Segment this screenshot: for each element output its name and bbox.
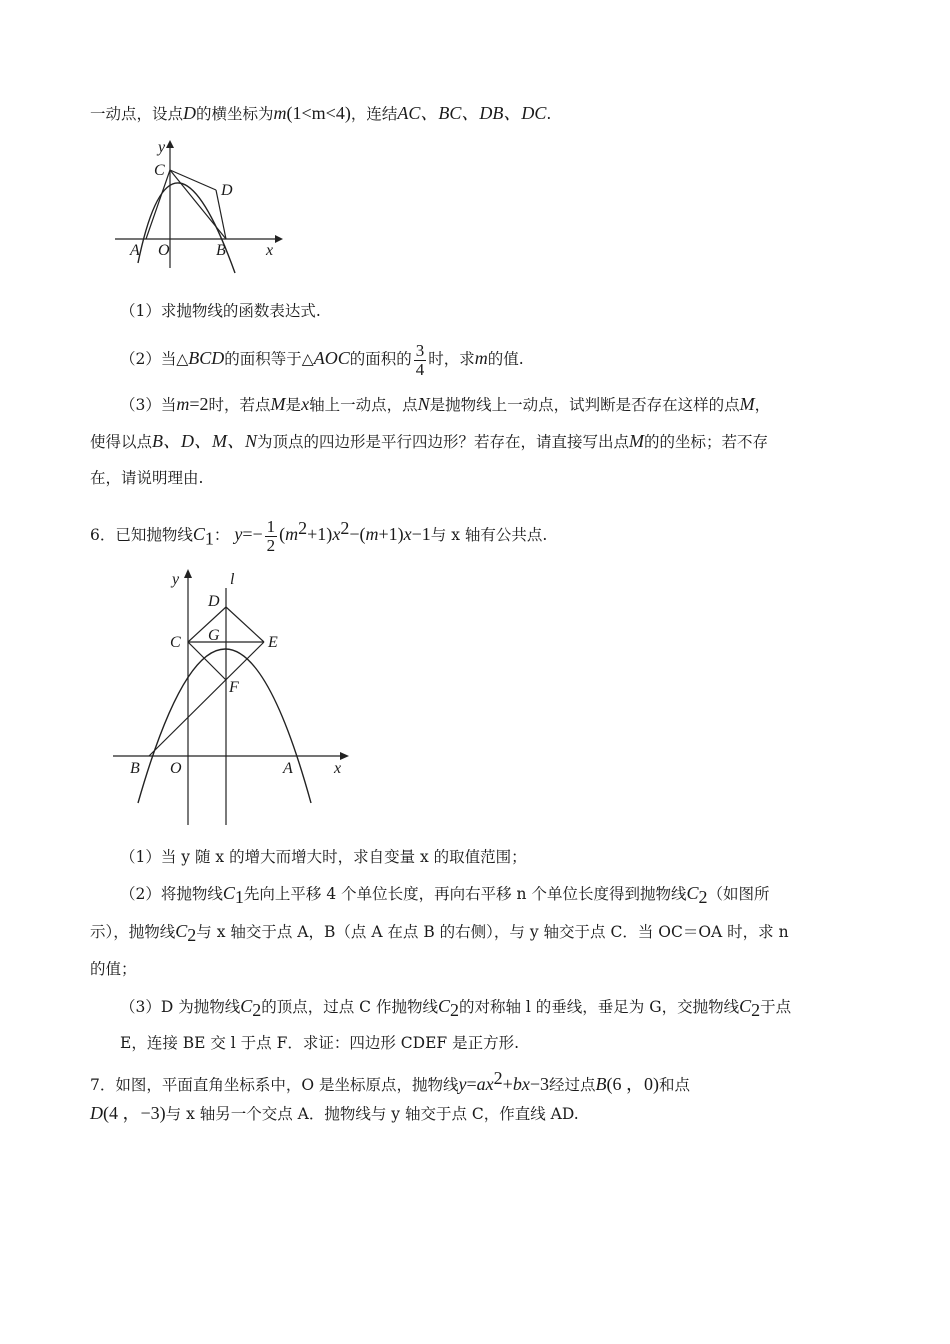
subscript: 2 xyxy=(252,1000,262,1021)
label-g: G xyxy=(208,627,220,644)
figure-1-parabola xyxy=(110,138,290,278)
var-m: m xyxy=(365,524,379,545)
equation-part: =− xyxy=(242,524,263,545)
eq-2: =2 xyxy=(189,394,209,414)
fraction-1-2 xyxy=(265,518,278,555)
label-d: D xyxy=(208,593,220,610)
equation-part: + xyxy=(502,1074,513,1095)
curve-c: C xyxy=(437,996,450,1016)
q6-text: 先向上平移 4 个单位长度，再向右平移 n 个单位长度得到抛物线 xyxy=(243,885,687,903)
q7-text: 与 x 轴另一个交点 A．抛物线与 y 轴交于点 C，作直线 AD. xyxy=(165,1105,579,1123)
var-y: y xyxy=(458,1074,467,1095)
q5-part1-text: （1）求抛物线的函数表达式. xyxy=(120,302,321,320)
q5-text: 使得以点 xyxy=(90,433,153,451)
q6-heading xyxy=(90,508,547,558)
q7-text: 7．如图，平面直角坐标系中，O 是坐标原点，抛物线 xyxy=(90,1076,459,1095)
label-c: C xyxy=(154,162,165,179)
curve-c: C xyxy=(739,996,752,1016)
frac-num: 1 xyxy=(266,516,276,536)
equation-part: = xyxy=(466,1074,477,1095)
x-axis-arrow xyxy=(340,752,349,760)
q5-text: 在，请说明理由. xyxy=(90,469,204,487)
q6-part1 xyxy=(120,846,527,868)
curve-c: C xyxy=(686,883,699,903)
subscript: 1 xyxy=(234,887,244,908)
q5-text: 轴上一动点，点 xyxy=(309,396,418,414)
q6-part3-line1 xyxy=(120,995,791,1021)
q6-part2-line3 xyxy=(90,958,137,980)
q6-text: 的顶点，过点 C 作抛物线 xyxy=(261,998,438,1016)
q5-text: 为顶点的四边形是平行四边形？若存在，请直接写出点 xyxy=(257,433,630,451)
q6-text: 示），抛物线 xyxy=(90,923,176,941)
point-b-coords: (6 ，0) xyxy=(606,1074,659,1095)
point-d: D xyxy=(90,1103,103,1123)
label-x: x xyxy=(266,242,274,259)
var-m: m xyxy=(474,348,488,368)
var-m: m xyxy=(273,103,287,123)
q5-text: 时，求 xyxy=(428,350,475,368)
intro-end: . xyxy=(546,105,552,123)
equation-part: −3 xyxy=(529,1074,549,1095)
q5-text: 是抛物线上一动点，试判断是否存在这样的点 xyxy=(429,396,740,414)
label-o: O xyxy=(170,760,182,777)
q7-text: 和点 xyxy=(658,1076,690,1095)
range-m: (1<m<4) xyxy=(286,103,351,123)
curve-c: C xyxy=(192,524,205,545)
frac-den: 2 xyxy=(266,535,276,555)
label-a: A xyxy=(130,242,140,259)
q5-text: 的面积等于△ xyxy=(224,350,314,368)
q6-text: （如图所 xyxy=(707,885,770,903)
q6-text: 的值； xyxy=(90,960,137,978)
equation-part: ( xyxy=(279,524,286,545)
q6-part2-line2 xyxy=(90,920,789,946)
intro-text: 一动点，设点 xyxy=(90,105,184,123)
label-o: O xyxy=(158,242,170,259)
var-x: x xyxy=(403,524,412,545)
point-d-coords: (4 ，−3) xyxy=(103,1103,166,1123)
q6-text: E，连接 BE 交 l 于点 F．求证：四边形 CDEF 是正方形. xyxy=(120,1034,520,1052)
var-m: m xyxy=(176,394,190,414)
parabola-c2 xyxy=(138,649,311,803)
figure-2-parabola xyxy=(108,560,368,830)
q5-text: 是 xyxy=(285,396,302,414)
q5-text: （2）当△ xyxy=(120,350,189,368)
q7-line1 xyxy=(90,1067,690,1096)
var-a: a xyxy=(476,1074,486,1095)
intro-line xyxy=(90,102,551,125)
superscript: 2 xyxy=(340,518,350,538)
point-m: M xyxy=(739,394,755,414)
point-n: N xyxy=(417,394,430,414)
point-m: M xyxy=(629,431,645,451)
fraction-3-4 xyxy=(414,342,427,379)
q6-text: 6．已知抛物线 xyxy=(90,526,193,545)
segment-cb xyxy=(170,170,226,239)
q5-part3-line3 xyxy=(90,467,203,489)
label-c: C xyxy=(170,634,181,651)
label-b: B xyxy=(216,242,226,259)
q6-text: 的对称轴 l 的垂线，垂足为 G，交抛物线 xyxy=(458,998,740,1016)
var-bx: bx xyxy=(512,1074,530,1095)
q5-text: 时，若点 xyxy=(208,396,271,414)
segment-cf xyxy=(188,642,226,680)
y-axis-arrow xyxy=(184,569,192,578)
q6-part1-text: （1）当 y 随 x 的增大而增大时，求自变量 x 的取值范围； xyxy=(120,848,527,866)
segment-ca xyxy=(146,170,170,239)
frac-num: 3 xyxy=(415,340,425,360)
q5-part2 xyxy=(120,340,524,379)
triangle-bcd: BCD xyxy=(188,348,225,368)
subscript: 1 xyxy=(204,528,214,549)
q6-part3-line2 xyxy=(120,1032,519,1054)
var-x: x xyxy=(332,524,341,545)
q7-line2 xyxy=(90,1102,579,1125)
label-d: D xyxy=(221,182,233,199)
var-m: m xyxy=(285,524,299,545)
equation-part: −1 xyxy=(411,524,431,545)
triangle-aoc: AOC xyxy=(313,348,350,368)
q6-text: 与 x 轴交于点 A，B（点 A 在点 B 的右侧），与 y 轴交于点 C．当 OC＝OA 时，求 n xyxy=(196,923,789,941)
label-y: y xyxy=(172,571,180,588)
q6-text: 于点 xyxy=(760,998,792,1016)
q5-text: ， xyxy=(754,396,771,414)
y-axis-arrow xyxy=(166,140,174,148)
q6-text: 与 x 轴有公共点. xyxy=(430,526,548,545)
point-b: B xyxy=(595,1074,607,1095)
frac-den: 4 xyxy=(415,359,425,379)
intro-text: ，连结 xyxy=(350,105,398,123)
subscript: 2 xyxy=(698,887,708,908)
q6-text: （3）D 为抛物线 xyxy=(120,998,241,1016)
point-m: M xyxy=(270,394,286,414)
subscript: 2 xyxy=(751,1000,761,1021)
q5-text: 的值. xyxy=(487,350,524,368)
q5-text: 的面积的 xyxy=(349,350,412,368)
label-b: B xyxy=(130,760,140,777)
equation-part: +1) xyxy=(307,524,333,545)
q5-part3-line2 xyxy=(90,430,768,453)
segment-list: AC、BC、DB、DC xyxy=(397,103,547,123)
superscript: 2 xyxy=(298,518,308,538)
point-d-label: D xyxy=(183,103,197,123)
q6-text: ： xyxy=(213,526,230,545)
segment-be xyxy=(149,642,264,756)
curve-c: C xyxy=(240,996,253,1016)
q5-part1 xyxy=(120,300,321,322)
q5-text: （3）当 xyxy=(120,396,177,414)
curve-c: C xyxy=(175,921,188,941)
q5-text: 的的坐标；若不存 xyxy=(644,433,769,451)
equation-part: +1) xyxy=(378,524,404,545)
subscript: 2 xyxy=(187,925,197,946)
curve-c: C xyxy=(222,883,235,903)
points-bdmn: B、D、M、N xyxy=(152,431,258,451)
x-axis-arrow xyxy=(275,235,283,243)
label-x: x xyxy=(334,760,342,777)
equation-part: −( xyxy=(349,524,366,545)
q6-part2-line1 xyxy=(120,882,769,908)
segment-cd xyxy=(170,170,216,190)
label-l: l xyxy=(230,571,235,588)
segment-cd xyxy=(188,607,226,642)
var-y: y xyxy=(234,524,243,545)
var-x: x xyxy=(301,394,310,414)
q7-text: 经过点 xyxy=(548,1076,596,1095)
label-a: A xyxy=(283,760,293,777)
q5-part3-line1 xyxy=(120,393,770,416)
subscript: 2 xyxy=(449,1000,459,1021)
intro-text: 的横坐标为 xyxy=(196,105,274,123)
superscript: 2 xyxy=(493,1068,503,1088)
label-e: E xyxy=(268,634,278,651)
label-f: F xyxy=(229,679,239,696)
label-y: y xyxy=(158,139,166,156)
var-x: x xyxy=(485,1074,494,1095)
segment-de xyxy=(226,607,264,642)
q6-text: （2）将抛物线 xyxy=(120,885,223,903)
